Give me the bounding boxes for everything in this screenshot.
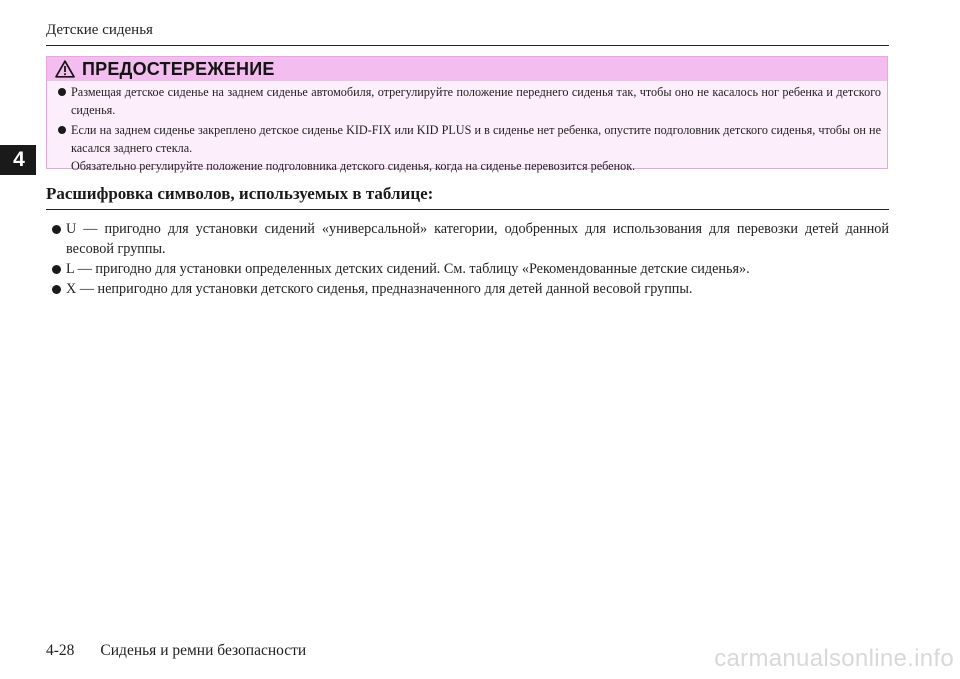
page-number: 4-28 (46, 642, 75, 659)
list-item (52, 219, 889, 259)
header-rule (46, 45, 889, 46)
bullet-icon (58, 126, 66, 134)
page-footer (46, 642, 306, 660)
list-item (52, 279, 889, 299)
list-item-text: U — пригодно для установки сидений «универсальной» категории, одобренных для использования для перевозки детей данной весовой группы. (66, 221, 889, 257)
chapter-tab: 4 (0, 145, 36, 175)
warning-title-text: ПРЕДОСТЕРЕЖЕНИЕ (82, 58, 275, 79)
warning-box (46, 56, 888, 173)
bullet-icon (58, 88, 66, 96)
bullet-icon (52, 265, 61, 274)
warning-item-note: Обязательно регулируйте положение подголовника детского сиденья, когда на сиденье перевозится ребенок. (71, 159, 636, 173)
list-item-text: L — пригодно для установки определенных детских сидений. См. таблицу «Рекомендованные детские сиденья». (66, 261, 750, 277)
running-header: Детские сиденья (46, 22, 153, 38)
warning-item (55, 121, 881, 175)
warning-item (55, 83, 881, 119)
warning-list (55, 83, 881, 175)
list-item-text: X — непригодно для установки детского сиденья, предназначенного для детей данной весовой группы. (66, 281, 693, 297)
watermark: carmanualsonline.info (714, 645, 954, 672)
list-item (52, 259, 889, 279)
warning-item-text: Размещая детское сиденье на заднем сиденье автомобиля, отрегулируйте положение переднего сиденья так, чтобы оно не касалось ног ребенка и детского сиденья. (71, 85, 881, 117)
section-rule (46, 209, 889, 210)
section-heading: Расшифровка символов, используемых в таблице: (46, 184, 434, 203)
bullet-icon (52, 285, 61, 294)
warning-triangle-icon (55, 60, 75, 78)
footer-chapter-title: Сиденья и ремни безопасности (100, 642, 307, 659)
warning-title (55, 58, 275, 80)
bullet-icon (52, 225, 61, 234)
symbols-list (52, 219, 889, 299)
warning-item-text: Если на заднем сиденье закреплено детское сиденье KID-FIX или KID PLUS и в сиденье нет ребенка, опустите подголовник детского сиденья, чтобы он не касался заднего стекла. (71, 123, 881, 155)
